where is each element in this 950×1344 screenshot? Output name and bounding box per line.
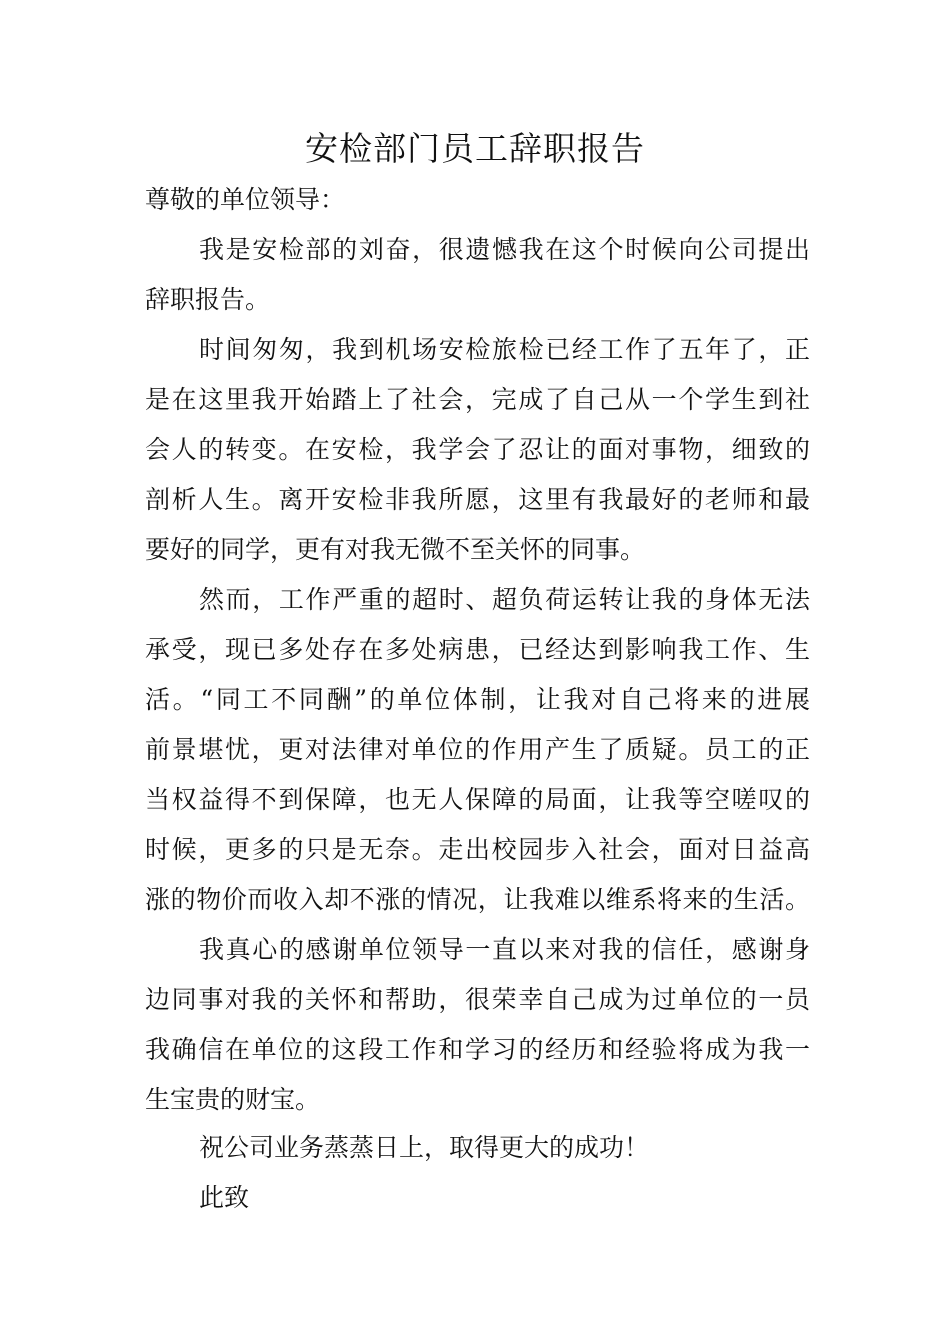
paragraph-line: 我确信在单位的这段工作和学习的经历和经验将成为我一 [145, 1035, 810, 1064]
paragraph-line: 要好的同学，更有对我无微不至关怀的同事。 [145, 535, 646, 564]
paragraph-line: 剖析人生。离开安检非我所愿，这里有我最好的老师和最 [145, 485, 810, 514]
paragraph-line: 我真心的感谢单位领导一直以来对我的信任，感谢身 [199, 935, 810, 964]
paragraph-line: 时候，更多的只是无奈。走出校园步入社会，面对日益高 [145, 835, 810, 864]
paragraph-line: 承受，现已多处存在多处病患，已经达到影响我工作、生 [145, 635, 810, 664]
paragraph-line: 当权益得不到保障，也无人保障的局面，让我等空嗟叹的 [145, 785, 810, 814]
paragraph-line: 辞职报告。 [145, 285, 271, 314]
closing-wish: 祝公司业务蒸蒸日上，取得更大的成功！ [199, 1133, 650, 1162]
paragraph-line: 生宝贵的财宝。 [145, 1085, 321, 1114]
paragraph-line: 边同事对我的关怀和帮助，很荣幸自己成为过单位的一员 [145, 985, 810, 1014]
paragraph-line: 是在这里我开始踏上了社会，完成了自己从一个学生到社 [145, 385, 810, 414]
paragraph-line: 前景堪忧，更对法律对单位的作用产生了质疑。员工的正 [145, 735, 810, 764]
paragraph-line: 会人的转变。在安检，我学会了忍让的面对事物，细致的 [145, 435, 810, 464]
paragraph-line: 我是安检部的刘奋，很遗憾我在这个时候向公司提出 [199, 235, 810, 264]
paragraph-line: 涨的物价而收入却不涨的情况，让我难以维系将来的生活。 [145, 885, 810, 914]
salutation: 尊敬的单位领导： [145, 185, 346, 214]
closing-salute: 此致 [199, 1183, 250, 1212]
paragraph-line: 时间匆匆，我到机场安检旅检已经工作了五年了，正 [199, 335, 810, 364]
paragraph-line: 活。“同工不同酬”的单位体制，让我对自己将来的进展 [145, 685, 810, 714]
document-title: 安检部门员工辞职报告 [305, 129, 645, 168]
paragraph-line: 然而，工作严重的超时、超负荷运转让我的身体无法 [199, 585, 810, 614]
